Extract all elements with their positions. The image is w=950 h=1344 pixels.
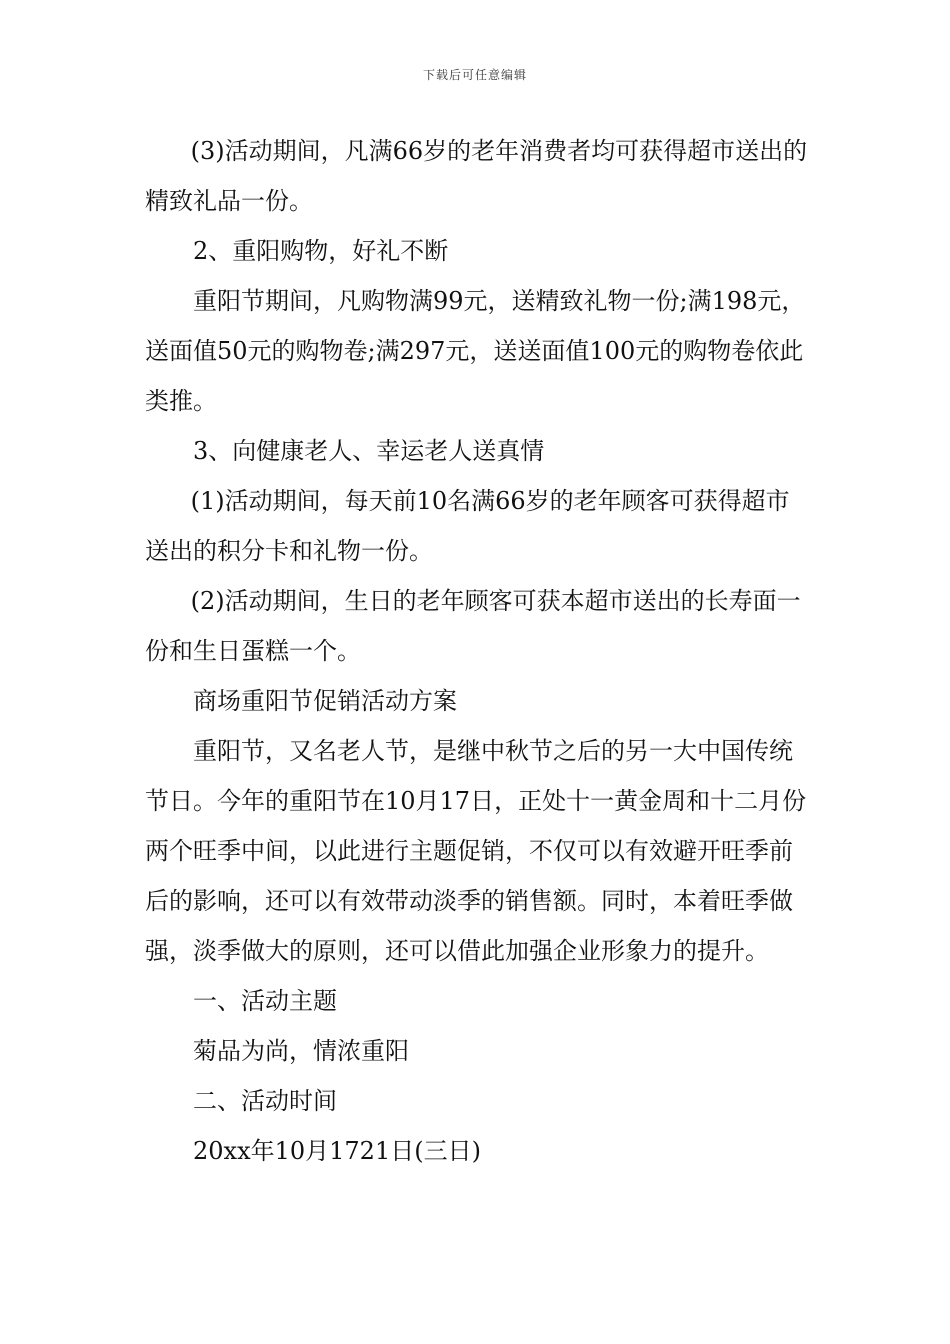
- heading-activity-time: 二、活动时间: [193, 1087, 337, 1115]
- paragraph-intro: 重阳节，又名老人节，是继中秋节之后的另一大中国传统节日。今年的重阳节在10月17日，正处十一黄金周和十二月份两个旺季中间，以此进行主题促销，不仅可以有效避开旺季前后的影响，还可以有效带动淡季的销售额。同时，本着旺季做强，淡季做大的原则，还可以借此加强企业形象力的提升。: [145, 737, 807, 965]
- heading-shopping-gifts: 2、重阳购物，好礼不断: [193, 237, 449, 265]
- paragraph-theme-text: 菊品为尚，情浓重阳: [193, 1037, 409, 1065]
- heading-care-for-elderly: 3、向健康老人、幸运老人送真情: [193, 437, 545, 465]
- paragraph-daily-top-10: (1)活动期间，每天前10名满66岁的老年顾客可获得超市送出的积分卡和礼物一份。: [145, 487, 790, 565]
- page-header-note: 下载后可任意编辑: [422, 68, 527, 82]
- heading-activity-theme: 一、活动主题: [193, 987, 337, 1015]
- document-body: [145, 126, 810, 1176]
- section-title-mall-plan: 商场重阳节促销活动方案: [193, 687, 457, 715]
- paragraph-gift-for-66-plus: (3)活动期间，凡满66岁的老年消费者均可获得超市送出的精致礼品一份。: [145, 137, 808, 215]
- paragraph-shopping-rewards: 重阳节期间，凡购物满99元，送精致礼物一份;满198元，送面值50元的购物卷;满297元，送送面值100元的购物卷依此类推。: [145, 287, 806, 415]
- paragraph-birthday-gift: (2)活动期间，生日的老年顾客可获本超市送出的长寿面一份和生日蛋糕一个。: [145, 587, 801, 665]
- paragraph-time-text: 20xx年10月1721日(三日): [193, 1137, 481, 1165]
